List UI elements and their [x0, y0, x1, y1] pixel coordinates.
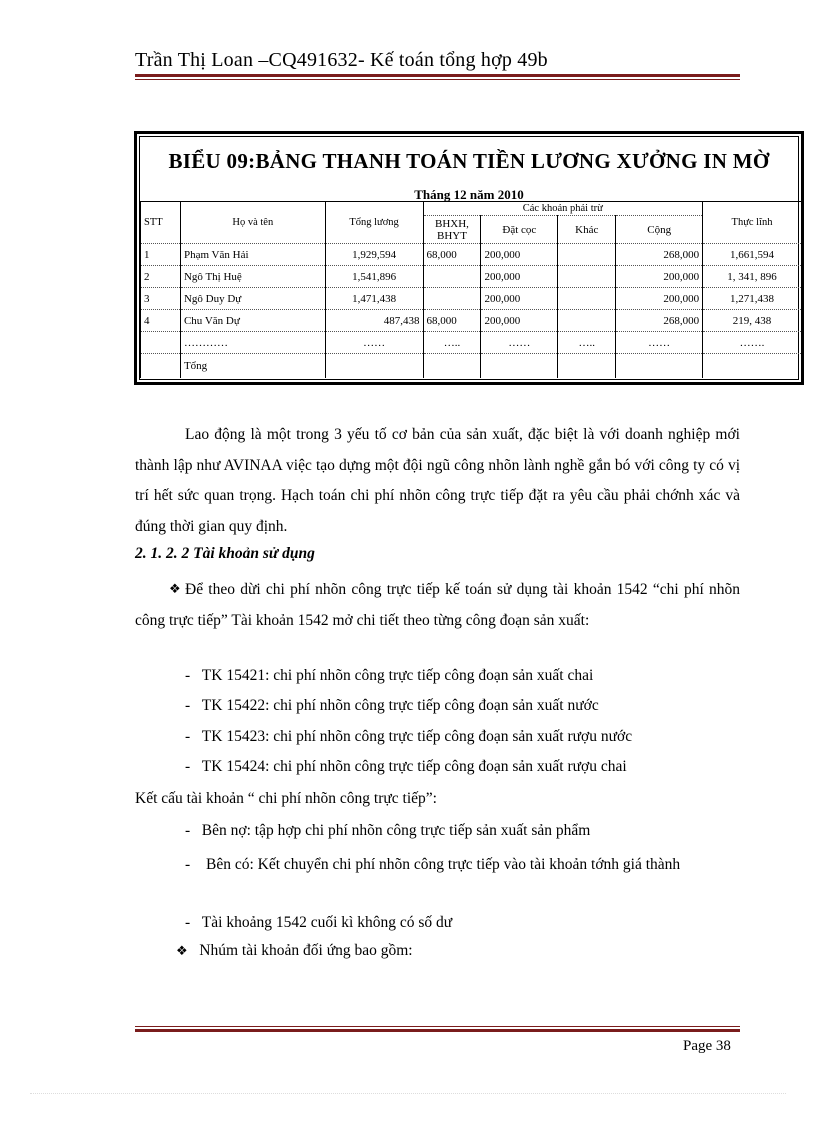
table-row: [141, 244, 802, 266]
cell-stt: [141, 354, 181, 379]
structure-title: Kết cấu tài khoản “ chi phí nhõn công trực tiếp”:: [135, 790, 437, 807]
page-number: Page 38: [683, 1038, 731, 1054]
tk-item: - TK 15424: chi phí nhõn công trực tiếp công đoạn sản xuất rượu chai: [185, 758, 627, 775]
header-stt: STT: [141, 202, 181, 244]
cell-deposit: 200,000: [481, 288, 558, 310]
cell-net: [703, 354, 802, 379]
tk-item: - TK 15423: chi phí nhõn công trực tiếp công đoạn sản xuất rượu nước: [185, 728, 633, 745]
header-rule: [135, 74, 740, 80]
payroll-grid: [140, 201, 802, 378]
table-row: [141, 332, 802, 354]
header-other: Khác: [558, 216, 616, 244]
cell-deposit: ……: [481, 332, 558, 354]
diamond-bullet-icon: ❖: [169, 582, 181, 597]
header-net: Thực lĩnh: [703, 202, 802, 244]
header-deductions: Các khoản phải trừ: [423, 202, 703, 216]
cell-bhxh: 68,000: [423, 310, 481, 332]
cell-stt: 1: [141, 244, 181, 266]
cell-sum: ……: [616, 332, 703, 354]
cell-sum: 200,000: [616, 288, 703, 310]
page-bottom-divider: [30, 1093, 786, 1094]
tk-item: - TK 15422: chi phí nhõn công trực tiếp công đoạn sản xuất nước: [185, 697, 599, 714]
cell-bhxh: …..: [423, 332, 481, 354]
table-title: BIỂU 09:BẢNG THANH TOÁN TIỀN LƯƠNG XƯỞNG IN MỜ: [168, 149, 770, 173]
cell-sum: [616, 354, 703, 379]
section-heading: 2. 1. 2. 2 Tài khoản sử dụng: [135, 545, 315, 562]
page-header-title: Trần Thị Loan –CQ491632- Kế toán tổng hợp 49b: [135, 49, 548, 71]
cell-sum: 268,000: [616, 310, 703, 332]
header-name: Họ và tên: [180, 202, 325, 244]
bullet-text: Để theo dừi chi phí nhõn công trực tiếp kế toán sử dụng tài khoản 1542 “chi phí nhõn công trực tiếp” Tài khoản 1542 mở chi tiết theo từng công đoạn sản xuất:: [135, 581, 740, 629]
header-total: Tổng lương: [325, 202, 423, 244]
cell-bhxh: [423, 354, 481, 379]
cell-name: Chu Văn Dự: [180, 310, 325, 332]
cell-other: [558, 244, 616, 266]
cell-bhxh: [423, 266, 481, 288]
cell-other: [558, 266, 616, 288]
cell-stt: 4: [141, 310, 181, 332]
cell-total: ……: [325, 332, 423, 354]
bullet-contra-accounts: ❖ Nhúm tài khoản đối ứng bao gồm:: [176, 942, 413, 959]
cell-total: 1,541,896: [325, 266, 423, 288]
header-deposit: Đặt cọc: [481, 216, 558, 244]
cell-name: …………: [180, 332, 325, 354]
cell-name: Ngô Thị Huệ: [180, 266, 325, 288]
cell-other: [558, 288, 616, 310]
header-sum: Cộng: [616, 216, 703, 244]
table-subtitle: Tháng 12 năm 2010: [414, 187, 524, 202]
cell-total: [325, 354, 423, 379]
diamond-bullet-icon: ❖: [176, 944, 188, 959]
table-row: [141, 288, 802, 310]
cell-sum: 268,000: [616, 244, 703, 266]
tk-item: - TK 15421: chi phí nhõn công trực tiếp công đoạn sản xuất chai: [185, 667, 594, 684]
cell-deposit: 200,000: [481, 244, 558, 266]
table-row: [141, 310, 802, 332]
header-bhxh: BHXH, BHYT: [423, 216, 481, 244]
cell-bhxh: 68,000: [423, 244, 481, 266]
cell-name: Phạm Văn Hải: [180, 244, 325, 266]
cell-name: Ngô Duy Dự: [180, 288, 325, 310]
cell-other: [558, 310, 616, 332]
paragraph-labor: Lao động là một trong 3 yếu tố cơ bản của sản xuất, đặc biệt là với doanh nghiệp mới thành lập như AVINAA việc tạo dựng một đội ngũ công nhõn lành nghề gắn bó với công ty có vị trí hết sức quan trọng. Hạch toán chi phí nhõn công trực tiếp đặt ra yêu cầu phải chớnh xác và đúng thời gian quy định.: [135, 426, 740, 535]
table-row: [141, 266, 802, 288]
cell-deposit: 200,000: [481, 310, 558, 332]
cell-total: 1,471,438: [325, 288, 423, 310]
cell-deposit: [481, 354, 558, 379]
cell-other: …..: [558, 332, 616, 354]
cell-net: …….: [703, 332, 802, 354]
bullet-paragraph-1542: [135, 575, 740, 636]
cell-name: Tổng: [180, 354, 325, 379]
debit-side: - Bên nợ: tập hợp chi phí nhõn công trực tiếp sản xuất sản phẩm: [185, 822, 591, 839]
cell-stt: [141, 332, 181, 354]
cell-bhxh: [423, 288, 481, 310]
cell-net: 219, 438: [703, 310, 802, 332]
cell-net: 1,271,438: [703, 288, 802, 310]
footer-rule: [135, 1026, 740, 1032]
balance-note: - Tài khoảng 1542 cuối kì không có số dư: [185, 914, 453, 931]
credit-side: - Bên có: Kết chuyển chi phí nhõn công trực tiếp vào tài khoản tớnh giá thành: [185, 856, 681, 873]
cell-stt: 2: [141, 266, 181, 288]
cell-sum: 200,000: [616, 266, 703, 288]
cell-other: [558, 354, 616, 379]
payroll-table: [134, 131, 804, 385]
cell-net: 1,661,594: [703, 244, 802, 266]
cell-total: 1,929,594: [325, 244, 423, 266]
cell-stt: 3: [141, 288, 181, 310]
cell-deposit: 200,000: [481, 266, 558, 288]
table-row-total: [141, 354, 802, 379]
cell-net: 1, 341, 896: [703, 266, 802, 288]
cell-total: 487,438: [325, 310, 423, 332]
